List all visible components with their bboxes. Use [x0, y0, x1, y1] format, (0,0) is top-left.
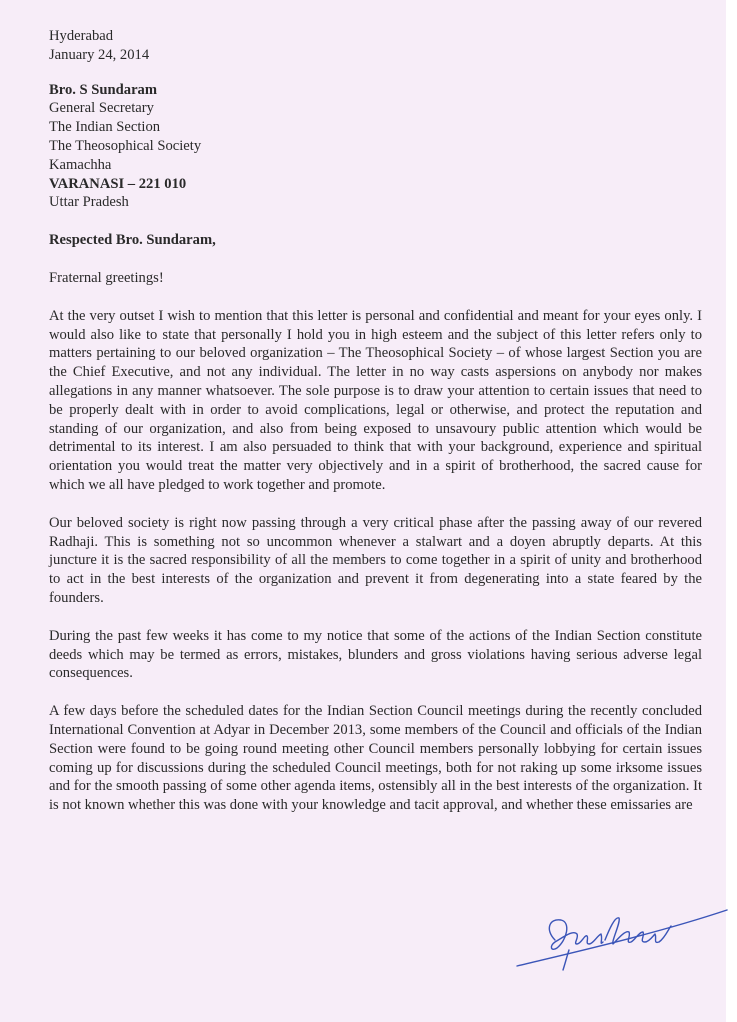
paragraph-1: At the very outset I wish to mention that this letter is personal and confidential and meant for your eyes only. I would also like to state that personally I hold you in high esteem and the subject of this letter refers only to matters pertaining to our beloved organization – The Theosophical Society – of whose largest Section you are the Chief Executive, and not any individual. The letter in no way casts aspersions on anybody nor makes allegations in any manner whatsoever. The sole purpose is to draw your attention to certain issues that need to be properly dealt with in order to avoid complications, legal or otherwise, and protect the reputation and standing of our organization, and also from being exposed to unsavoury public attention which would be detrimental to its interest. I am also persuaded to think that with your background, experience and spiritual orientation you would treat the matter very objectively and in a spirit of brotherhood, the sacred cause for which we all have pledged to work together and promote. — [49, 307, 702, 493]
letter-place: Hyderabad — [49, 28, 114, 44]
recipient-locality: Kamachha — [49, 156, 112, 173]
recipient-address — [49, 81, 702, 213]
paragraph-4: A few days before the scheduled dates for the Indian Section Council meetings during the recently concluded International Convention at Adyar in December 2013, some members of the Council and officials of the Indian Section were found to be going round meeting other Council members personally lobbying for certain issues coming up for discussions during the scheduled Council meetings, both for not raking up some irksome issues and for the smooth passing of some other agenda items, ostensibly all in the best interests of the organization. It is not known whether this was done with your knowledge and tacit approval, and whether these emissaries are — [49, 703, 702, 814]
recipient-city-pin: VARANASI – 221 010 — [49, 175, 187, 192]
paragraph-2: Our beloved society is right now passing through a very critical phase after the passing away of our revered Radhaji. This is something not so uncommon whenever a stalwart and a doyen abruptly departs. At this juncture it is the sacred responsibility of all the members to come together in a spirit of unity and brotherhood to act in the best interests of the organization and prevent it from degenerating into a state feared by the founders. — [49, 514, 702, 606]
letter-body — [49, 27, 702, 815]
letter-date: January 24, 2014 — [49, 46, 150, 63]
recipient-state: Uttar Pradesh — [49, 194, 129, 211]
recipient-section: The Indian Section — [49, 119, 161, 136]
scan-edge — [726, 0, 737, 1022]
paragraph-3: During the past few weeks it has come to my notice that some of the actions of the Indian Section constitute deeds which may be termed as errors, mistakes, blunders and gross violations having serious adverse legal consequences. — [49, 627, 702, 682]
recipient-title: General Secretary — [49, 100, 154, 117]
greeting: Fraternal greetings! — [49, 269, 164, 286]
salutation: Respected Bro. Sundaram, — [49, 232, 216, 249]
handwritten-signature — [515, 900, 730, 980]
recipient-society: The Theosophical Society — [49, 137, 202, 154]
recipient-name: Bro. S Sundaram — [49, 81, 157, 98]
